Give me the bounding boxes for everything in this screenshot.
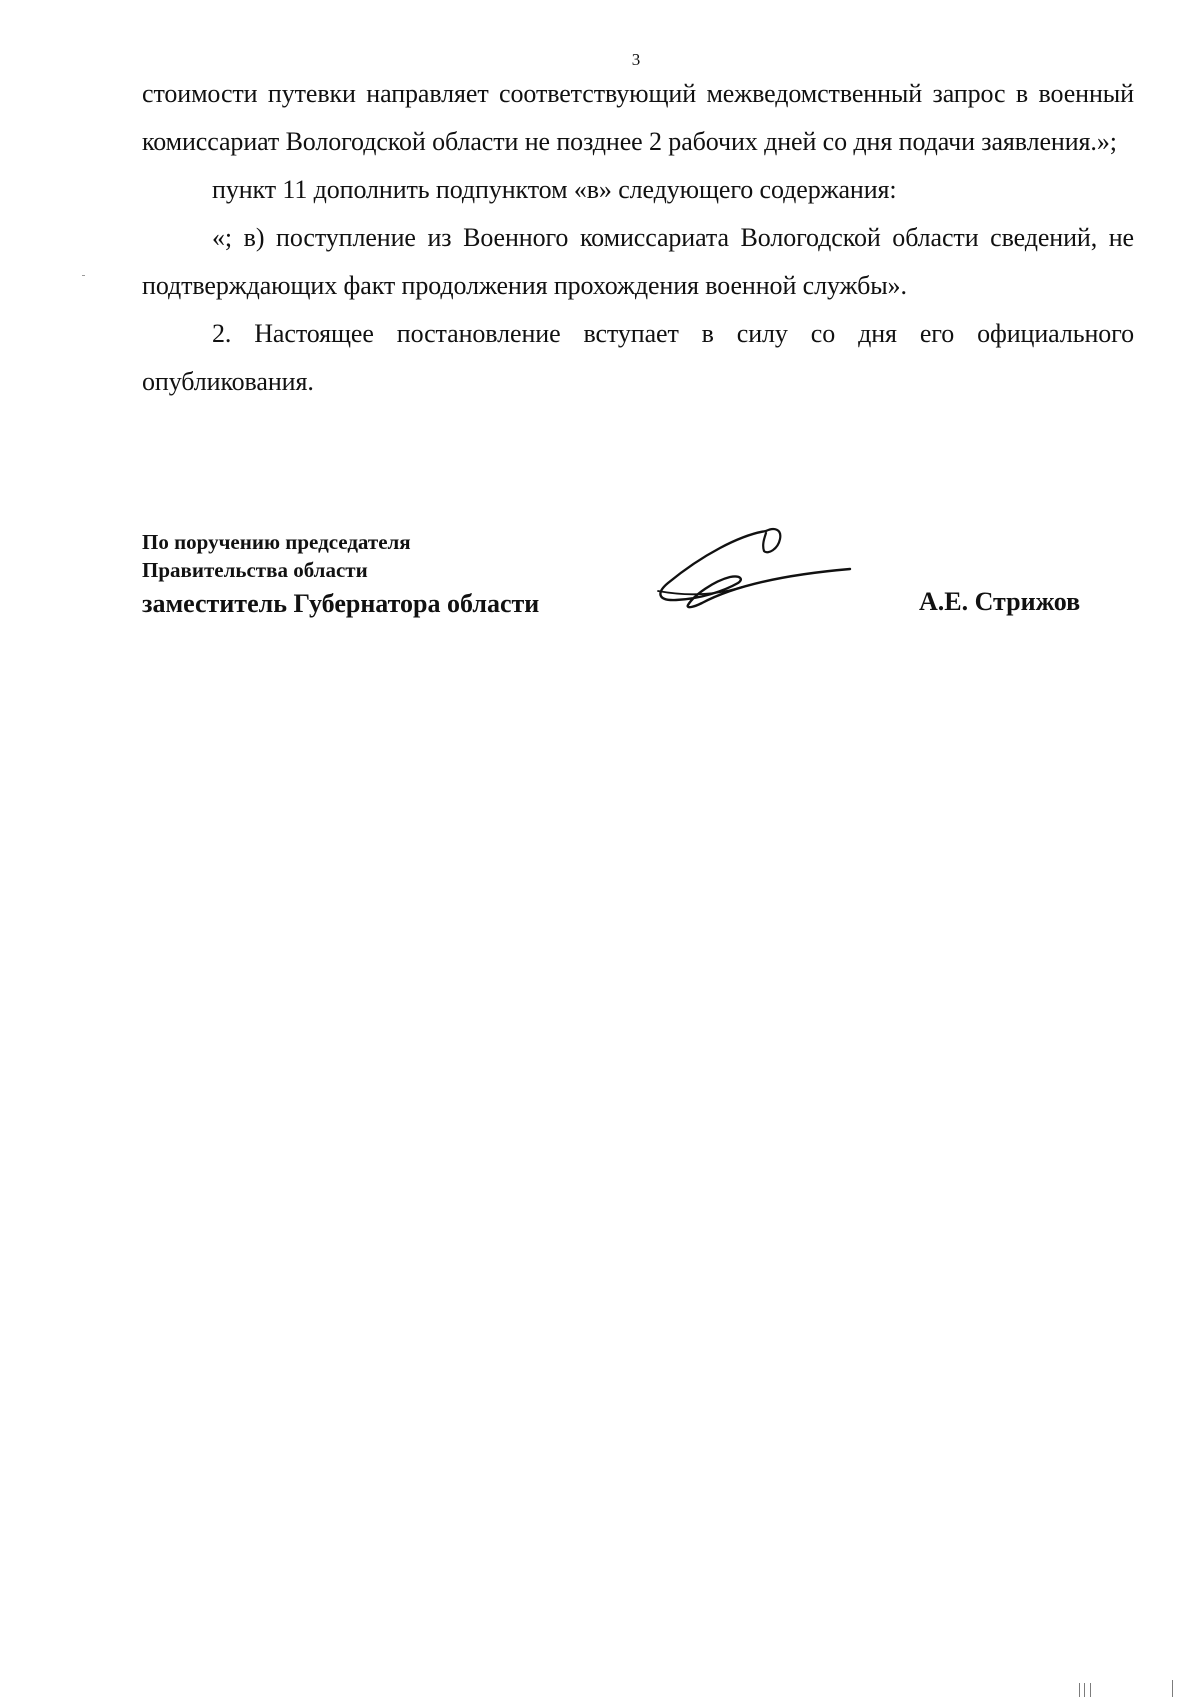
body-paragraph-effective-date: 2. Настоящее постановление вступает в силу со дня его официального опубликования.	[142, 319, 1134, 396]
signatory-title-line-2: Правительства области	[142, 558, 368, 582]
signatory-title-line-1: По поручению председателя	[142, 530, 411, 554]
document-body	[142, 70, 1134, 406]
signatory-position: заместитель Губернатора области	[142, 589, 540, 618]
body-paragraph-continuation: стоимости путевки направляет соответствующий межведомственный запрос в военный комиссариат Вологодской области не позднее 2 рабочих дней со дня подачи заявления.»;	[142, 79, 1134, 156]
scan-artifact	[1090, 1683, 1091, 1697]
scan-artifact	[1084, 1683, 1085, 1697]
body-paragraph-amendment-intro: пункт 11 дополнить подпунктом «в» следующего содержания:	[212, 175, 897, 204]
signer-name: А.Е. Стрижов	[919, 587, 1081, 616]
scan-artifact	[1172, 1680, 1173, 1697]
margin-mark	[82, 275, 85, 276]
body-paragraph-subpoint-v: «; в) поступление из Военного комиссариата Вологодской области сведений, не подтверждающих факт продолжения прохождения военной службы».	[142, 223, 1134, 300]
scan-artifact	[1079, 1683, 1080, 1697]
page-number: 3	[631, 50, 641, 69]
handwritten-signature	[650, 525, 870, 617]
